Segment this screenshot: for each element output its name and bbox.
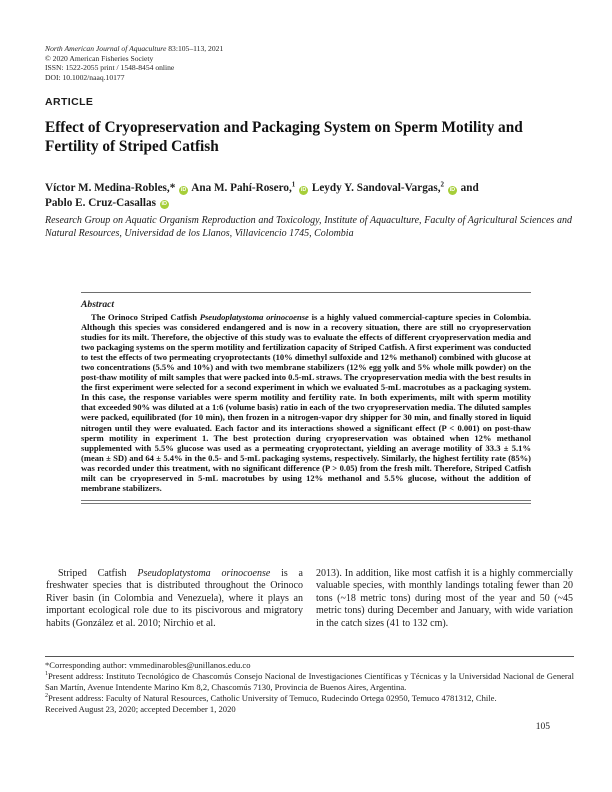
orcid-icon-label: iD: [161, 201, 167, 207]
orcid-icon[interactable]: [179, 186, 188, 195]
author-name: Pablo E. Cruz-Casallas: [45, 196, 156, 209]
author-name: Ana M. Pahí-Rosero,: [191, 182, 292, 194]
abstract-section: [81, 292, 531, 504]
body-paragraph: 2013). In addition, like most catfish it is a highly commercially valuable species, with monthly landings totaling fewer than 20 tons (~18 metric tons) during most of the year and 50 (~45 metric tons) during December and January, with wide variation in the catch sizes (41 to 132 cm).: [316, 568, 573, 629]
footnote-present-address-2: [45, 693, 574, 704]
footnote-text: *Corresponding author: vmmedinarobles@unillanos.edu.co: [45, 660, 251, 670]
footnote-corresponding-author: [45, 660, 574, 671]
journal-header: [45, 44, 223, 83]
orcid-icon[interactable]: [448, 186, 457, 195]
issn-line: ISSN: 1522-2055 print / 1548-8454 online: [45, 63, 175, 73]
body-rest: is a freshwater species that is distributed throughout the Orinoco River basin (in Colombia and Venezuela), where it plays an important ecological role due to its piscivorous and migratory habits (González et al. 2010; Nirchio et al.: [46, 568, 303, 629]
footnote-text: Received August 23, 2020; accepted December 1, 2020: [45, 703, 236, 714]
footnote-present-address-1: [45, 671, 574, 693]
author-byline: [45, 181, 572, 210]
author-name: Leydy Y. Sandoval-Vargas,: [311, 182, 441, 194]
author-affiliation-marker: 1: [291, 180, 296, 189]
footnote-rule: [45, 656, 574, 657]
orcid-icon-label: iD: [449, 186, 456, 193]
abstract-body: is a highly valued commercial-capture species in Colombia. Although this species was considered endangered and is now in a recovery situation, there are still no cryopreservation studies for its milt. Therefore, the objective of this study was to evaluate the effects of different cryopreservation media and two packaging systems on the sperm motility and fertilization capacity of Striped Catfish. A first experiment was conducted to test the effects of two permeating cryoprotectants (10% dimethyl sulfoxide and 12% methanol) combined with glucose at two concentrations (5.5% and 10%) and with two membrane stabilizers (12% egg yolk and 5% whole milk powder) on the post-thaw motility of milt samples that were packed into 0.5-mL straws. The cryopreservation media with the best results in the first experiment were selected for a second experiment in which we evaluated 5-mL macrotubes as a packaging system. In this case, the response variables were sperm motility and fertility rate. In both experiments, milt with sperm motility that exceeded 90% was diluted at a 1:6 (volume basis) ratio in each of the two cryopreservation media. The diluted samples were packed, equilibrated (for 10 min), then frozen in a nitrogen-vapor dry shipper for 30 min, and finally stored in liquid nitrogen until they were evaluated. Each factor and its interactions showed a significant effect (P < 0.001) on post-thaw sperm motility in experiment 1. The best protection during cryopreservation was obtained when 12% methanol supplemented with 5.5% glucose was used as a permeating cryoprotectant, yielding an average motility of 33.3 ± 5.1% (mean ± SD) and 64 ± 5.4% in the 0.5- and 5-mL packaging systems, respectively. Similarly, the highest fertility rate (85%) was recorded under this treatment, with no significant difference (P > 0.05) from the fresh milt. Therefore, Striped Catfish milt can be cryopreserved in 5-mL macrotubes by using 12% methanol and 5.5% glucose, without the addition of membrane stabilizers.: [81, 312, 531, 493]
doi-line: DOI: 10.1002/naaq.10177: [45, 73, 125, 83]
species-name: Pseudoplatystoma orinocoense: [137, 568, 271, 579]
body-right-column: [316, 568, 573, 630]
abstract-heading: Abstract: [81, 299, 115, 310]
orcid-icon[interactable]: [299, 186, 308, 195]
body-paragraph: [46, 568, 303, 630]
orcid-icon-label: iD: [180, 186, 187, 193]
author-affiliation-marker: 2: [440, 180, 445, 189]
copyright-line: © 2020 American Fisheries Society: [45, 53, 154, 63]
article-type-label: ARTICLE: [45, 96, 94, 108]
body-lead: Striped Catfish: [58, 568, 138, 579]
footnote-marker: 2: [45, 692, 48, 699]
orcid-icon[interactable]: [160, 200, 169, 209]
footnote-text: Present address: Faculty of Natural Resources, Catholic University of Temuco, Rudecindo Ortega 02950, Temuco 4781312, Chile.: [48, 692, 497, 703]
abstract-text: [81, 312, 531, 493]
footnote-received-dates: [45, 704, 574, 715]
abstract-lead: The Orinoco Striped Catfish: [91, 312, 200, 322]
author-name: Víctor M. Medina-Robles,*: [45, 182, 176, 194]
body-text: [46, 568, 574, 630]
species-name: Pseudoplatystoma orinocoense: [199, 312, 309, 322]
journal-name: North American Journal of Aquaculture: [45, 44, 167, 53]
article-title: Effect of Cryopreservation and Packaging System on Sperm Motility and Fertility of Striped Catfish: [45, 119, 523, 155]
abstract-top-rule: [81, 292, 531, 293]
author-conjunction: and: [460, 182, 479, 194]
orcid-icon-label: iD: [300, 186, 307, 193]
footnote-text: Present address: Instituto Tecnológico de Chascomús Consejo Nacional de Investigaciones Científicas y Técnicas y la Universidad Nacional de General San Martín, Avenue Intendente Marino Km 8,2, Chascomús 7130, Provincia de Buenos Aires, Argentina.: [45, 670, 574, 692]
abstract-bottom-rule: [81, 500, 531, 504]
journal-citation-line: [45, 44, 223, 54]
footnotes-section: [45, 656, 574, 715]
body-left-column: [46, 568, 303, 630]
page-number: 105: [535, 722, 550, 732]
footnote-marker: 1: [45, 671, 48, 678]
journal-volume-info: 83:105–113, 2021: [166, 44, 224, 53]
author-affiliation: Research Group on Aquatic Organism Reproduction and Toxicology, Institute of Aquaculture, Faculty of Agricultural Sciences and Natural Resources, Universidad de los Llanos, Villavicencio 1745, Colombia: [45, 215, 572, 239]
